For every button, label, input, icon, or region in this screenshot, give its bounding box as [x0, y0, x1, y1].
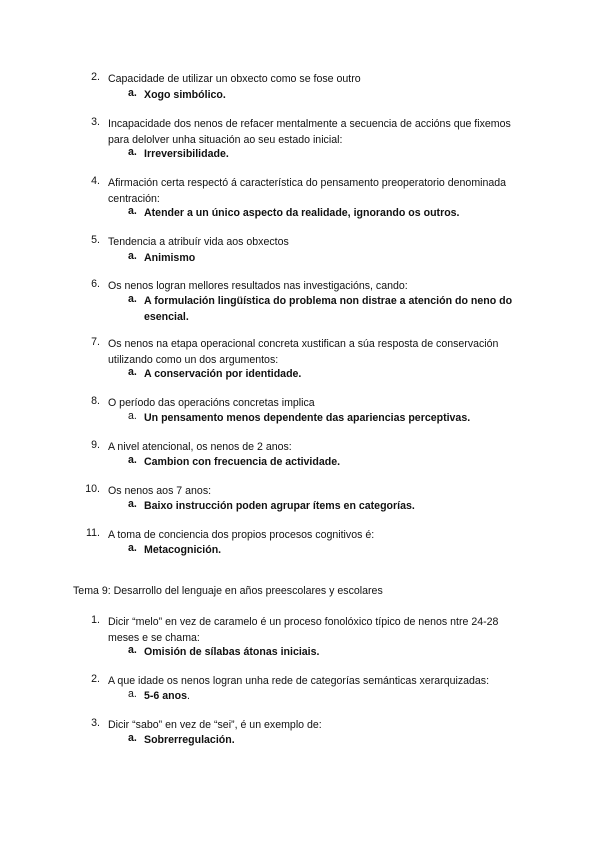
answer-text: A formulación lingüística do problema non distrae a atención do neno do esencial. [144, 295, 513, 323]
question-number: 9. [91, 439, 100, 451]
answer-letter: a. [128, 644, 137, 656]
section-heading: Tema 9: Desarrollo del lenguaje en años preescolares y escolares [73, 585, 383, 597]
answer-text: Irreversibilidade. [144, 148, 229, 160]
question-text: A toma de conciencia dos propios procesos cognitivos é: [108, 529, 375, 541]
answer-text: Xogo simbólico. [144, 89, 226, 101]
answer-letter: a. [128, 87, 137, 99]
answer-letter: a. [128, 688, 137, 700]
answer-letter: a. [128, 293, 137, 305]
answer-letter: a. [128, 410, 137, 422]
answer-letter: a. [128, 732, 137, 744]
question-text: Dicir “melo” en vez de caramelo é un proceso fonolóxico típico de nenos ntre 24-28 meses e se chama: [108, 616, 499, 644]
answer-letter: a. [128, 542, 137, 554]
question-text: A nivel atencional, os nenos de 2 anos: [108, 441, 292, 453]
answer-letter: a. [128, 454, 137, 466]
question-text: A que idade os nenos logran unha rede de categorías semánticas xerarquizadas: [108, 675, 490, 687]
question-text: Os nenos na etapa operacional concreta xustifican a súa resposta de conservación utilizando como un dos argumentos: [108, 338, 499, 366]
answer-text: A conservación por identidade. [144, 368, 302, 380]
question-number: 8. [91, 395, 100, 407]
answer-text: Un pensamento menos dependente das apariencias perceptivas. [144, 412, 471, 424]
question-text: Os nenos aos 7 anos: [108, 485, 212, 497]
question-text: Tendencia a atribuír vida aos obxectos [108, 236, 289, 248]
question-number: 1. [91, 614, 100, 626]
answer-text: Omisión de sílabas átonas iniciais. [144, 646, 320, 658]
question-number: 6. [91, 278, 100, 290]
question-number: 10. [85, 483, 100, 495]
answer-text: Metacognición. [144, 544, 222, 556]
answer-text: Sobrerregulación. [144, 734, 235, 746]
answer-text [144, 688, 534, 704]
question-number: 4. [91, 175, 100, 187]
answer-suffix: . [186, 690, 190, 702]
question-text: O período das operacións concretas implica [108, 397, 315, 409]
question-number: 3. [91, 116, 100, 128]
question-text: Afirmación certa respectó á característica do pensamento preoperatorio denominada centración: [108, 177, 507, 205]
answer-bold-text: 5-6 anos [144, 690, 187, 702]
answer-letter: a. [128, 366, 137, 378]
question-text: Incapacidade dos nenos de refacer mentalmente a secuencia de accións que fixemos para delolver unha situación ao seu estado inicial: [108, 118, 511, 146]
answer-text: Animismo [144, 252, 196, 264]
question-number: 7. [91, 336, 100, 348]
answer-letter: a. [128, 498, 137, 510]
question-number: 2. [91, 673, 100, 685]
question-number: 2. [91, 71, 100, 83]
answer-text: Cambion con frecuencia de actividade. [144, 456, 341, 468]
answer-text: Atender a un único aspecto da realidade, ignorando os outros. [144, 207, 460, 219]
question-text: Os nenos logran mellores resultados nas investigacións, cando: [108, 280, 408, 292]
question-number: 3. [91, 717, 100, 729]
question-number: 11. [86, 527, 100, 539]
answer-letter: a. [128, 250, 137, 262]
answer-letter: a. [128, 146, 137, 158]
question-text: Capacidade de utilizar un obxecto como se fose outro [108, 73, 361, 85]
question-number: 5. [91, 234, 100, 246]
answer-letter: a. [128, 205, 137, 217]
answer-text: Baixo instrucción poden agrupar ítems en categorías. [144, 500, 415, 512]
question-text: Dicir “sabo” en vez de “sei”, é un exemplo de: [108, 719, 322, 731]
